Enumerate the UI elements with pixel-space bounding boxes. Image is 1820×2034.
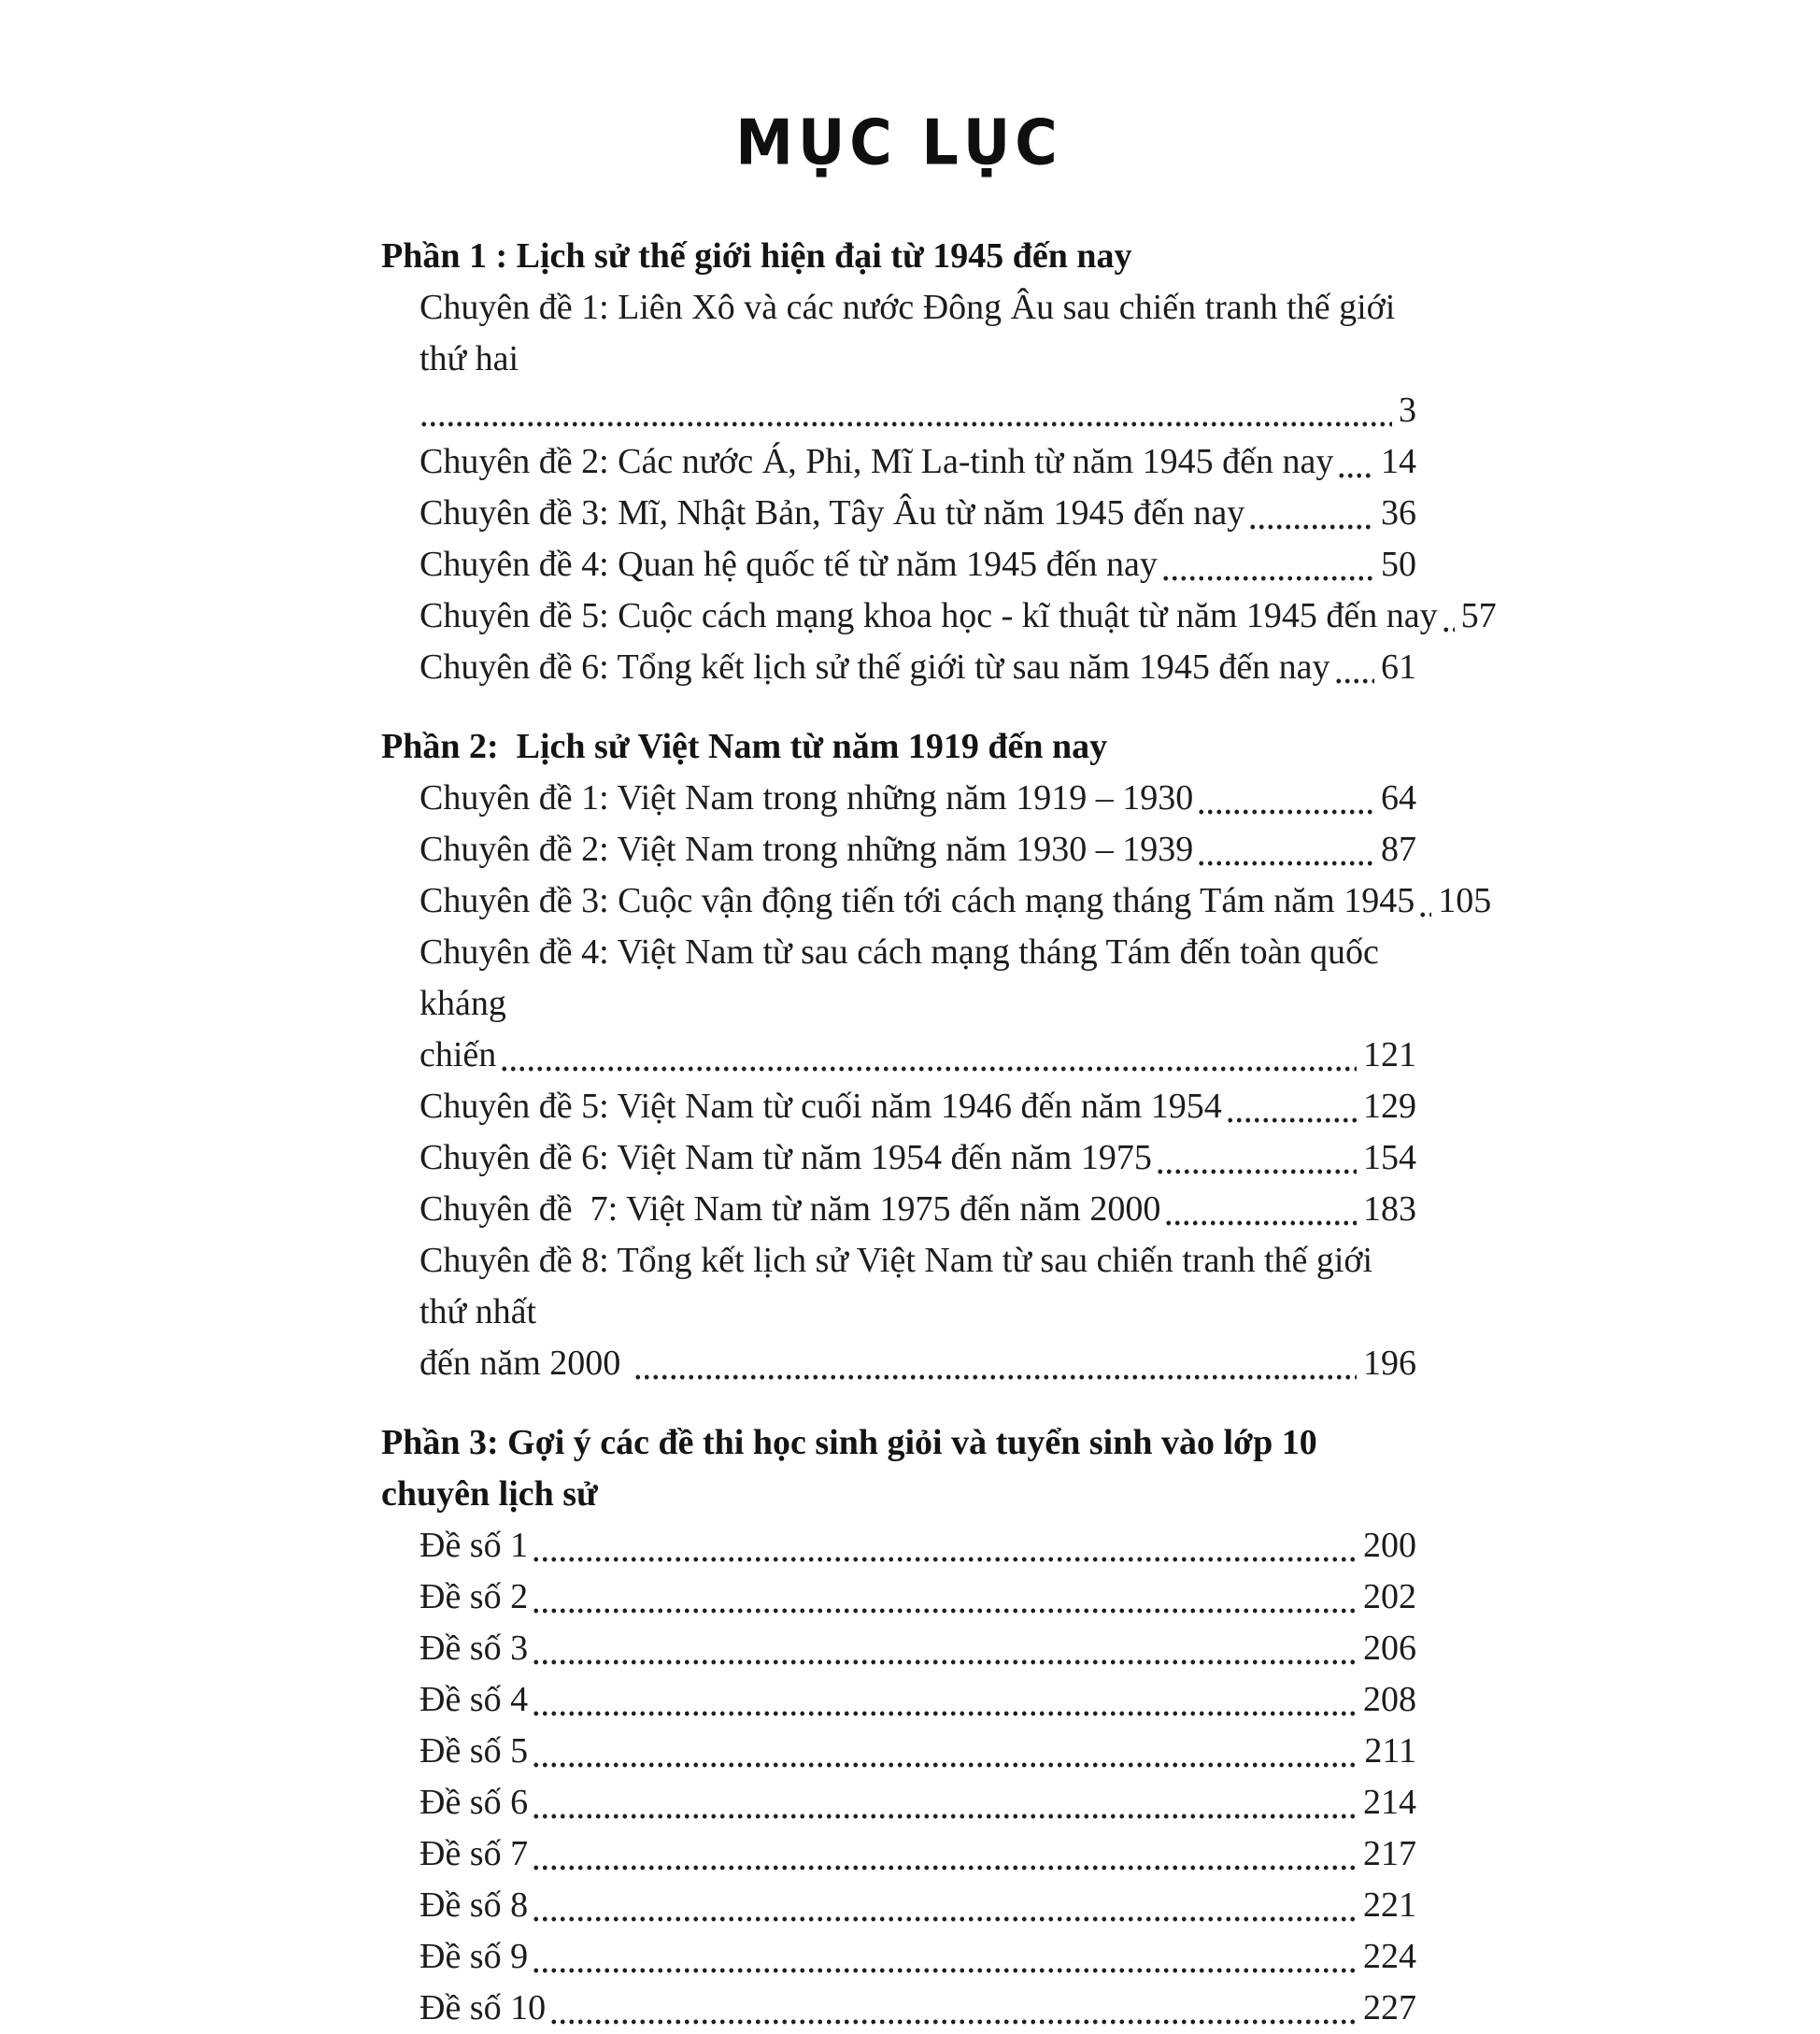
entry-label: Chuyên đề 1: Liên Xô và các nước Đông Âu sau chiến tranh thế giới thứ hai bbox=[419, 288, 1404, 378]
dot-leader bbox=[1197, 824, 1374, 875]
entry-page-number: 121 bbox=[1363, 1035, 1416, 1074]
section-entries bbox=[381, 282, 1497, 693]
dot-leader bbox=[532, 1520, 1357, 1572]
entry-label: Đề số 7 bbox=[419, 1834, 529, 1873]
dot-leader bbox=[532, 1623, 1357, 1674]
entry-page-number: 129 bbox=[1363, 1087, 1416, 1126]
section-entries bbox=[381, 773, 1492, 1389]
dot-leader bbox=[549, 1983, 1357, 2034]
entry-label: Đề số 3 bbox=[419, 1629, 529, 1668]
entry-page-number: 227 bbox=[1363, 1988, 1416, 2027]
dot-leader bbox=[532, 1726, 1358, 1777]
toc-entry bbox=[419, 1674, 1416, 1726]
entry-page-number: 214 bbox=[1363, 1783, 1416, 1822]
toc-entry bbox=[419, 1081, 1416, 1132]
toc-entry bbox=[419, 1520, 1416, 1572]
toc-entry bbox=[419, 385, 1416, 436]
dot-leader bbox=[1197, 773, 1374, 824]
entry-label: Đề số 8 bbox=[419, 1885, 529, 1925]
dot-leader bbox=[532, 1828, 1357, 1880]
entry-page-number: 64 bbox=[1381, 778, 1416, 818]
entry-label: Chuyên đề 3: Cuộc vận động tiến tới cách mạng tháng Tám năm 1945 bbox=[419, 881, 1415, 920]
toc-entry bbox=[419, 1931, 1416, 1983]
toc-sections bbox=[381, 231, 1497, 2034]
toc-entry bbox=[419, 590, 1497, 642]
entry-label: Đề số 5 bbox=[419, 1731, 529, 1771]
entry-page-number: 14 bbox=[1381, 442, 1416, 481]
entry-page-number: 105 bbox=[1438, 881, 1492, 920]
toc-entry bbox=[419, 1235, 1416, 1338]
dot-leader bbox=[532, 1777, 1357, 1828]
section-heading: Phần 1 : Lịch sử thế giới hiện đại từ 1945 đến nay bbox=[381, 236, 1132, 276]
entry-label: Chuyên đề 4: Việt Nam từ sau cách mạng tháng Tám đến toàn quốc kháng bbox=[419, 932, 1388, 1023]
entry-label: Đề số 2 bbox=[419, 1577, 529, 1616]
entry-label: Chuyên đề 3: Mĩ, Nhật Bản, Tây Âu từ năm 1945 đến nay bbox=[419, 493, 1245, 533]
toc-entry bbox=[419, 1030, 1416, 1081]
dot-leader bbox=[500, 1030, 1357, 1081]
entry-label: Chuyên đề 8: Tổng kết lịch sử Việt Nam từ sau chiến tranh thế giới thứ nhất bbox=[419, 1241, 1382, 1331]
entry-page-number: 208 bbox=[1363, 1680, 1416, 1719]
entry-label: Chuyên đề 7: Việt Nam từ năm 1975 đến năm 2000 bbox=[419, 1189, 1161, 1229]
section-heading: Phần 3: Gợi ý các đề thi học sinh giỏi và tuyển sinh vào lớp 10 chuyên lịch sử bbox=[381, 1423, 1327, 1514]
dot-leader bbox=[532, 1674, 1357, 1726]
dot-leader bbox=[1418, 875, 1431, 927]
entry-page-number: 211 bbox=[1364, 1731, 1416, 1771]
dot-leader bbox=[419, 385, 1392, 436]
entry-label: Chuyên đề 4: Quan hệ quốc tế từ năm 1945 đến nay bbox=[419, 545, 1158, 584]
entry-page-number: 154 bbox=[1363, 1138, 1416, 1177]
entry-page-number: 206 bbox=[1363, 1629, 1416, 1668]
entry-label: Đề số 9 bbox=[419, 1937, 529, 1976]
toc-entry bbox=[419, 1726, 1416, 1777]
entry-page-number: 57 bbox=[1460, 596, 1497, 635]
toc-entry bbox=[419, 488, 1416, 539]
toc-entry bbox=[419, 875, 1492, 927]
entry-label: Đề số 4 bbox=[419, 1680, 529, 1719]
dot-leader bbox=[1226, 1081, 1357, 1132]
entry-label: đến năm 2000 bbox=[419, 1344, 630, 1383]
entry-page-number: 87 bbox=[1381, 830, 1416, 869]
entry-page-number: 196 bbox=[1363, 1344, 1416, 1383]
dot-leader bbox=[1442, 590, 1455, 642]
entry-label: Chuyên đề 2: Việt Nam trong những năm 1930 – 1939 bbox=[419, 830, 1194, 869]
entry-label: Chuyên đề 2: Các nước Á, Phi, Mĩ La-tinh từ năm 1945 đến nay bbox=[419, 442, 1334, 481]
entry-label: Đề số 10 bbox=[419, 1988, 547, 2027]
toc-entry bbox=[419, 1880, 1416, 1931]
dot-leader bbox=[633, 1338, 1357, 1389]
dot-leader bbox=[532, 1931, 1357, 1983]
entry-label: Chuyên đề 1: Việt Nam trong những năm 1919 – 1930 bbox=[419, 778, 1194, 818]
entry-page-number: 217 bbox=[1363, 1834, 1416, 1873]
entry-label: Chuyên đề 5: Việt Nam từ cuối năm 1946 đến năm 1954 bbox=[419, 1087, 1222, 1126]
dot-leader bbox=[1337, 436, 1374, 488]
toc-entry bbox=[419, 282, 1416, 385]
toc-section bbox=[381, 721, 1492, 1389]
dot-leader bbox=[1248, 488, 1374, 539]
toc-entry bbox=[419, 1828, 1416, 1880]
toc-entry bbox=[419, 1338, 1416, 1389]
toc-entry bbox=[419, 642, 1416, 693]
toc-entry bbox=[419, 1132, 1416, 1184]
entry-label: Chuyên đề 6: Tổng kết lịch sử thế giới từ sau năm 1945 đến nay bbox=[419, 647, 1330, 687]
entry-label: Chuyên đề 5: Cuộc cách mạng khoa học - kĩ thuật từ năm 1945 đến nay bbox=[419, 596, 1438, 635]
dot-leader bbox=[532, 1880, 1357, 1931]
entry-label: Chuyên đề 6: Việt Nam từ năm 1954 đến năm 1975 bbox=[419, 1138, 1152, 1177]
toc-entry bbox=[419, 539, 1416, 590]
toc-entry bbox=[419, 824, 1416, 875]
toc-entry bbox=[419, 1777, 1416, 1828]
dot-leader bbox=[1334, 642, 1374, 693]
entry-page-number: 36 bbox=[1381, 493, 1416, 533]
toc-section bbox=[381, 1417, 1416, 2034]
toc-section bbox=[381, 231, 1497, 693]
dot-leader bbox=[532, 1572, 1357, 1623]
entry-page-number: 200 bbox=[1363, 1526, 1416, 1565]
toc-entry bbox=[419, 1184, 1416, 1235]
toc-entry bbox=[419, 1572, 1416, 1623]
page-title: MỤC LỤC bbox=[735, 106, 1062, 179]
entry-label: Đề số 1 bbox=[419, 1526, 529, 1565]
entry-page-number: 224 bbox=[1363, 1937, 1416, 1976]
entry-label: chiến bbox=[419, 1035, 497, 1074]
entry-page-number: 3 bbox=[1399, 391, 1416, 430]
entry-label: Đề số 6 bbox=[419, 1783, 529, 1822]
toc-entry bbox=[419, 927, 1416, 1030]
toc-entry bbox=[419, 1983, 1416, 2034]
entry-page-number: 183 bbox=[1363, 1189, 1416, 1229]
toc-entry bbox=[419, 773, 1416, 824]
entry-page-number: 202 bbox=[1363, 1577, 1416, 1616]
entry-page-number: 221 bbox=[1363, 1885, 1416, 1925]
dot-leader bbox=[1156, 1132, 1357, 1184]
dot-leader bbox=[1161, 539, 1374, 590]
dot-leader bbox=[1164, 1184, 1357, 1235]
toc-entry bbox=[419, 436, 1416, 488]
section-heading: Phần 2: Lịch sử Việt Nam từ năm 1919 đến nay bbox=[381, 727, 1108, 766]
entry-page-number: 61 bbox=[1381, 647, 1416, 687]
entry-page-number: 50 bbox=[1381, 545, 1416, 584]
toc-entry bbox=[419, 1623, 1416, 1674]
section-entries bbox=[381, 1520, 1416, 2034]
